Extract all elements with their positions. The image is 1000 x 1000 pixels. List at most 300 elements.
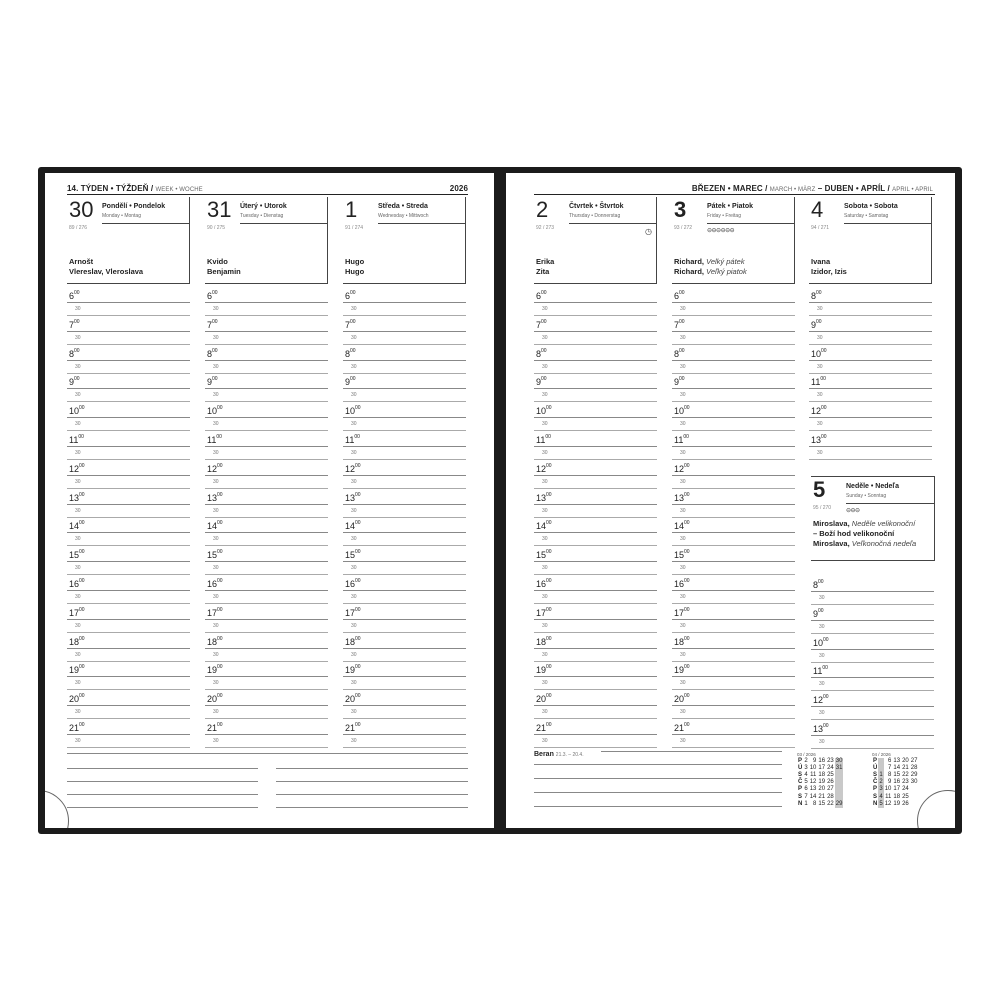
hour-line xyxy=(672,388,795,389)
time-slot[interactable] xyxy=(672,460,795,489)
mini-calendar-row xyxy=(872,786,918,793)
half-hour-label: 30 xyxy=(817,334,823,341)
hour-line xyxy=(205,388,328,389)
half-hour-label: 30 xyxy=(351,565,357,572)
time-slot[interactable] xyxy=(67,719,190,748)
hour-label: $13^{00}$ xyxy=(811,433,827,445)
time-slot[interactable] xyxy=(205,575,328,604)
time-slot[interactable] xyxy=(67,316,190,345)
time-slot[interactable] xyxy=(205,287,328,316)
hour-label: $16^{00}$ xyxy=(345,577,361,589)
hour-label: $19^{00}$ xyxy=(207,664,223,676)
hour-label: $12^{00}$ xyxy=(813,694,829,706)
hour-line xyxy=(205,705,328,706)
time-slot[interactable] xyxy=(205,489,328,518)
day-name: Sobota • Sobota xyxy=(844,203,898,210)
hour-line xyxy=(534,360,657,361)
half-hour-label: 30 xyxy=(75,507,81,514)
time-slot[interactable] xyxy=(67,517,190,546)
weekday-label: N xyxy=(798,800,803,807)
day-name-foreign: Friday • Freitag xyxy=(707,213,741,219)
day-thursday[interactable] xyxy=(534,197,657,748)
hour-label: $17^{00}$ xyxy=(345,606,361,618)
day-number: 31 xyxy=(207,197,232,222)
left-page xyxy=(45,173,494,828)
hour-minutes: 00 xyxy=(79,606,85,613)
name-day: Erika xyxy=(536,257,555,266)
hour-line xyxy=(67,331,190,332)
notes-line[interactable] xyxy=(534,806,782,807)
mini-calendar-day xyxy=(835,786,844,793)
time-slot[interactable] xyxy=(534,402,657,431)
notes-line[interactable] xyxy=(67,807,258,808)
hour-line xyxy=(343,417,466,418)
time-slot[interactable] xyxy=(672,690,795,719)
time-slot[interactable] xyxy=(534,546,657,575)
hour-line xyxy=(343,446,466,447)
holiday-name: Velký pátek xyxy=(706,257,745,266)
time-slot[interactable] xyxy=(343,690,466,719)
hour-line xyxy=(672,676,795,677)
mini-calendar-march xyxy=(797,751,843,808)
hour-line xyxy=(809,302,932,303)
hour-minutes: 00 xyxy=(216,433,222,440)
time-slot[interactable] xyxy=(343,661,466,690)
hour-line xyxy=(343,388,466,389)
hour-line xyxy=(672,417,795,418)
time-slots[interactable] xyxy=(205,287,328,748)
time-slot[interactable] xyxy=(534,373,657,402)
hour-minutes: 00 xyxy=(545,433,551,440)
hour-label: $13^{00}$ xyxy=(536,491,552,503)
time-slot[interactable] xyxy=(672,431,795,460)
mini-calendar-day: 2 xyxy=(879,779,883,786)
half-hour-label: 30 xyxy=(351,622,357,629)
time-slot[interactable] xyxy=(67,661,190,690)
time-slot[interactable] xyxy=(672,719,795,748)
hour-line xyxy=(534,331,657,332)
mini-calendar-day: 16 xyxy=(818,758,826,765)
half-hour-label: 30 xyxy=(542,709,548,716)
day-header-rule xyxy=(846,503,934,504)
time-slot[interactable] xyxy=(809,402,932,431)
hour-minutes: 00 xyxy=(546,606,552,613)
time-slot[interactable] xyxy=(672,345,795,374)
mini-calendar-day: 5 xyxy=(804,779,808,786)
hour-minutes: 00 xyxy=(818,579,824,585)
time-slot[interactable] xyxy=(343,287,466,316)
half-hour-label: 30 xyxy=(680,622,686,629)
time-slot[interactable] xyxy=(343,517,466,546)
hour-minutes: 00 xyxy=(821,347,827,354)
hour-line xyxy=(67,590,190,591)
time-slot[interactable] xyxy=(67,633,190,662)
time-slot[interactable] xyxy=(205,517,328,546)
time-slot[interactable] xyxy=(67,460,190,489)
hour-label: $12^{00}$ xyxy=(811,405,827,417)
hour-minutes: 00 xyxy=(684,520,690,527)
hour-line xyxy=(67,619,190,620)
day-saturday[interactable] xyxy=(809,197,932,460)
hour-line xyxy=(343,504,466,505)
hour-label: $21^{00}$ xyxy=(69,721,85,733)
mini-calendar-day xyxy=(835,772,844,779)
half-hour-label: 30 xyxy=(817,306,823,312)
mini-calendar-day: 18 xyxy=(818,772,826,779)
day-name-foreign: Thursday • Donnerstag xyxy=(569,213,621,219)
half-hour-label: 30 xyxy=(680,737,686,744)
time-slot[interactable] xyxy=(343,316,466,345)
half-hour-label: 30 xyxy=(351,306,357,312)
day-header-rule xyxy=(844,223,931,224)
time-slot[interactable] xyxy=(343,402,466,431)
hour-label: $14^{00}$ xyxy=(345,520,361,532)
half-hour-label: 30 xyxy=(542,680,548,687)
hour-label: $15^{00}$ xyxy=(345,549,361,561)
hour-line xyxy=(205,619,328,620)
time-slot[interactable] xyxy=(205,633,328,662)
name-days xyxy=(207,257,241,277)
time-slot[interactable] xyxy=(67,546,190,575)
hour-label: $18^{00}$ xyxy=(674,635,690,647)
time-slot[interactable] xyxy=(811,605,934,634)
time-slot[interactable] xyxy=(343,489,466,518)
time-slot[interactable] xyxy=(343,604,466,633)
time-slot[interactable] xyxy=(672,489,795,518)
time-slot[interactable] xyxy=(205,460,328,489)
time-slots[interactable] xyxy=(672,287,795,748)
day-wednesday[interactable] xyxy=(343,197,466,748)
half-hour-label: 30 xyxy=(819,710,825,717)
time-slots[interactable] xyxy=(534,287,657,748)
time-slot[interactable] xyxy=(809,316,932,345)
notes-line[interactable] xyxy=(534,778,782,779)
hour-line xyxy=(343,360,466,361)
half-hour-label: 30 xyxy=(213,306,219,312)
half-hour-label: 30 xyxy=(75,680,81,687)
time-slot[interactable] xyxy=(811,662,934,691)
hour-label: $6^{00}$ xyxy=(536,290,547,301)
hour-line xyxy=(811,591,934,592)
half-hour-label: 30 xyxy=(213,478,219,485)
half-hour-label: 30 xyxy=(351,680,357,687)
half-hour-label: 30 xyxy=(680,709,686,716)
time-slot[interactable] xyxy=(205,719,328,748)
notes-line[interactable] xyxy=(276,807,468,808)
hour-label: $16^{00}$ xyxy=(674,577,690,589)
notes-line[interactable] xyxy=(67,753,468,754)
month-label: BŘEZEN • MAREC xyxy=(691,184,763,193)
time-slot[interactable] xyxy=(343,633,466,662)
time-slot[interactable] xyxy=(809,287,932,316)
half-hour-label: 30 xyxy=(817,363,823,370)
time-slots[interactable] xyxy=(67,287,190,748)
time-slot[interactable] xyxy=(67,287,190,316)
name-day-line xyxy=(813,539,916,549)
hour-line xyxy=(67,561,190,562)
time-slot[interactable] xyxy=(67,402,190,431)
hour-label: $15^{00}$ xyxy=(207,549,223,561)
half-hour-line xyxy=(809,459,932,460)
hour-minutes: 00 xyxy=(217,721,223,728)
time-slot[interactable] xyxy=(534,633,657,662)
time-slot[interactable] xyxy=(534,431,657,460)
notes-line[interactable] xyxy=(601,751,782,752)
name-day-line xyxy=(813,519,916,529)
notes-line[interactable] xyxy=(67,768,258,769)
half-hour-label: 30 xyxy=(817,421,823,428)
hour-line xyxy=(809,331,932,332)
time-slot[interactable] xyxy=(534,287,657,316)
hour-minutes: 00 xyxy=(684,405,690,412)
hour-minutes: 00 xyxy=(821,433,827,440)
hour-line xyxy=(672,619,795,620)
hour-line xyxy=(205,446,328,447)
time-slot[interactable] xyxy=(672,575,795,604)
hour-label: $11^{00}$ xyxy=(811,376,826,388)
hour-minutes: 00 xyxy=(541,290,547,296)
half-hour-label: 30 xyxy=(680,478,686,485)
hour-line xyxy=(534,446,657,447)
time-slot[interactable] xyxy=(534,460,657,489)
half-hour-label: 30 xyxy=(213,737,219,744)
hour-minutes: 00 xyxy=(212,347,218,354)
header-rule xyxy=(534,194,935,195)
hour-minutes: 00 xyxy=(79,405,85,412)
hour-minutes: 00 xyxy=(541,376,547,383)
day-name: Neděle • Nedeľa xyxy=(846,483,900,490)
hour-label: $9^{00}$ xyxy=(345,376,356,388)
half-hour-label: 30 xyxy=(542,334,548,341)
time-slot[interactable] xyxy=(534,316,657,345)
moon-phase-icon: ⊖⊖⊖⊖⊖⊖ xyxy=(707,228,735,234)
time-slot[interactable] xyxy=(67,431,190,460)
hour-minutes: 00 xyxy=(79,549,85,556)
name-day: Miroslava, xyxy=(813,519,850,528)
time-slot[interactable] xyxy=(67,373,190,402)
day-header xyxy=(205,197,328,284)
hour-label: $14^{00}$ xyxy=(69,520,85,532)
mini-calendar-day: 26 xyxy=(902,800,909,807)
hour-label: $21^{00}$ xyxy=(345,721,361,733)
notes-line[interactable] xyxy=(67,794,258,795)
notes-line[interactable] xyxy=(276,781,468,782)
time-slot[interactable] xyxy=(67,345,190,374)
hour-label: $13^{00}$ xyxy=(674,491,690,503)
name-day-line xyxy=(207,267,241,277)
notes-line[interactable] xyxy=(67,781,258,782)
mini-calendar-table xyxy=(797,758,843,808)
hour-line xyxy=(67,532,190,533)
mini-calendar-april xyxy=(872,751,918,808)
name-day-line xyxy=(811,257,847,267)
hour-minutes: 00 xyxy=(217,693,223,700)
name-days xyxy=(536,257,554,277)
notes-line[interactable] xyxy=(534,792,782,793)
time-slot[interactable] xyxy=(343,431,466,460)
mini-calendar-day: 8 xyxy=(888,772,892,779)
mini-calendar-day: 8 xyxy=(813,800,817,807)
notes-line[interactable] xyxy=(534,764,782,765)
hour-minutes: 00 xyxy=(546,664,552,671)
time-slots[interactable] xyxy=(343,287,466,748)
hour-label: $11^{00}$ xyxy=(674,433,689,445)
time-slot[interactable] xyxy=(534,604,657,633)
hour-line xyxy=(343,705,466,706)
half-hour-label: 30 xyxy=(75,709,81,716)
hour-label: $8^{00}$ xyxy=(674,347,685,359)
time-slot[interactable] xyxy=(343,460,466,489)
time-slot[interactable] xyxy=(672,373,795,402)
half-hour-label: 30 xyxy=(75,565,81,572)
hour-minutes: 00 xyxy=(546,549,552,556)
month2-label: DUBEN • APRÍL xyxy=(824,184,886,193)
time-slot[interactable] xyxy=(205,345,328,374)
day-friday[interactable] xyxy=(672,197,795,748)
day-sunday[interactable] xyxy=(811,476,935,561)
name-day: Hugo xyxy=(345,267,365,276)
time-slot[interactable] xyxy=(672,316,795,345)
hour-label: $9^{00}$ xyxy=(69,376,80,388)
time-slot[interactable] xyxy=(672,546,795,575)
hour-minutes: 00 xyxy=(217,577,223,584)
time-slot[interactable] xyxy=(811,576,934,605)
time-slots[interactable] xyxy=(809,287,932,460)
mini-calendar-day: 29 xyxy=(910,772,918,779)
hour-line xyxy=(205,676,328,677)
day-name: Pátek • Piatok xyxy=(707,203,754,210)
time-slot[interactable] xyxy=(205,373,328,402)
sunday-time-slots[interactable] xyxy=(811,576,934,749)
hour-minutes: 00 xyxy=(355,491,361,498)
hour-minutes: 00 xyxy=(541,318,547,325)
mini-calendar-day: 9 xyxy=(888,779,892,786)
hour-label: $11^{00}$ xyxy=(536,433,551,445)
hour-label: $10^{00}$ xyxy=(813,636,829,648)
time-slot[interactable] xyxy=(67,690,190,719)
time-slot[interactable] xyxy=(343,345,466,374)
mini-calendar-day: 11 xyxy=(885,793,892,800)
time-slot[interactable] xyxy=(534,690,657,719)
time-slot[interactable] xyxy=(811,720,934,749)
time-slot[interactable] xyxy=(811,634,934,663)
time-slot[interactable] xyxy=(811,691,934,720)
hour-line xyxy=(343,532,466,533)
time-slot[interactable] xyxy=(534,517,657,546)
hour-label: $12^{00}$ xyxy=(69,462,85,474)
notes-line[interactable] xyxy=(276,768,468,769)
time-slot[interactable] xyxy=(534,489,657,518)
time-slot[interactable] xyxy=(672,604,795,633)
time-slot[interactable] xyxy=(205,546,328,575)
time-slot[interactable] xyxy=(534,719,657,748)
time-slot[interactable] xyxy=(809,431,932,460)
hour-minutes: 00 xyxy=(683,433,689,440)
mini-calendar-day xyxy=(910,794,919,801)
hour-line xyxy=(205,504,328,505)
mini-calendar-day: 2 xyxy=(804,758,808,765)
time-slot[interactable] xyxy=(534,345,657,374)
hour-minutes: 00 xyxy=(355,405,361,412)
time-slot[interactable] xyxy=(672,402,795,431)
day-of-year: 93 / 272 xyxy=(674,225,693,231)
hour-minutes: 00 xyxy=(79,577,85,584)
time-slot[interactable] xyxy=(205,690,328,719)
hour-line xyxy=(809,417,932,418)
hour-line xyxy=(67,417,190,418)
time-slot[interactable] xyxy=(672,287,795,316)
half-hour-label: 30 xyxy=(819,681,825,688)
hour-label: $14^{00}$ xyxy=(536,520,552,532)
time-slot[interactable] xyxy=(809,373,932,402)
half-hour-label: 30 xyxy=(680,334,686,341)
hour-minutes: 00 xyxy=(212,376,218,383)
time-slot[interactable] xyxy=(205,316,328,345)
day-header-rule xyxy=(707,223,794,224)
hour-line xyxy=(672,475,795,476)
day-number: 1 xyxy=(345,197,358,222)
time-slot[interactable] xyxy=(534,661,657,690)
hour-line xyxy=(809,446,932,447)
hour-minutes: 00 xyxy=(79,721,85,728)
hour-line xyxy=(534,619,657,620)
time-slot[interactable] xyxy=(534,575,657,604)
weekday-label: P xyxy=(798,758,803,765)
hour-line xyxy=(67,705,190,706)
mini-calendar-day: 12 xyxy=(809,779,817,786)
day-monday[interactable] xyxy=(67,197,190,748)
name-day: Kvido xyxy=(207,257,228,266)
time-slot[interactable] xyxy=(67,604,190,633)
time-slot[interactable] xyxy=(672,517,795,546)
hour-label: $12^{00}$ xyxy=(536,462,552,474)
half-hour-label: 30 xyxy=(75,306,81,312)
mini-calendar-day: 17 xyxy=(893,786,901,793)
hour-label: $21^{00}$ xyxy=(674,721,690,733)
notes-line[interactable] xyxy=(276,794,468,795)
hour-line xyxy=(343,331,466,332)
time-slot[interactable] xyxy=(205,431,328,460)
hour-line xyxy=(811,706,934,707)
time-slot[interactable] xyxy=(205,402,328,431)
time-slot[interactable] xyxy=(205,661,328,690)
time-slot[interactable] xyxy=(343,373,466,402)
mini-calendar-day: 20 xyxy=(818,786,826,793)
time-slot[interactable] xyxy=(672,661,795,690)
time-slot[interactable] xyxy=(205,604,328,633)
hour-label: $10^{00}$ xyxy=(345,405,361,417)
time-slot[interactable] xyxy=(343,719,466,748)
half-hour-label: 30 xyxy=(351,709,357,716)
time-slot[interactable] xyxy=(67,489,190,518)
name-day-line xyxy=(207,257,241,267)
time-slot[interactable] xyxy=(343,575,466,604)
hour-line xyxy=(534,648,657,649)
half-hour-label: 30 xyxy=(213,421,219,428)
hour-label: $11^{00}$ xyxy=(345,433,360,445)
mini-calendar-day xyxy=(835,779,844,786)
day-tuesday[interactable] xyxy=(205,197,328,748)
time-slot[interactable] xyxy=(809,345,932,374)
time-slot[interactable] xyxy=(67,575,190,604)
time-slot[interactable] xyxy=(672,633,795,662)
hour-label: $20^{00}$ xyxy=(69,693,85,705)
right-page xyxy=(506,173,955,828)
hour-minutes: 00 xyxy=(350,376,356,383)
time-slot[interactable] xyxy=(343,546,466,575)
half-hour-line xyxy=(534,747,657,748)
hour-label: $18^{00}$ xyxy=(536,635,552,647)
